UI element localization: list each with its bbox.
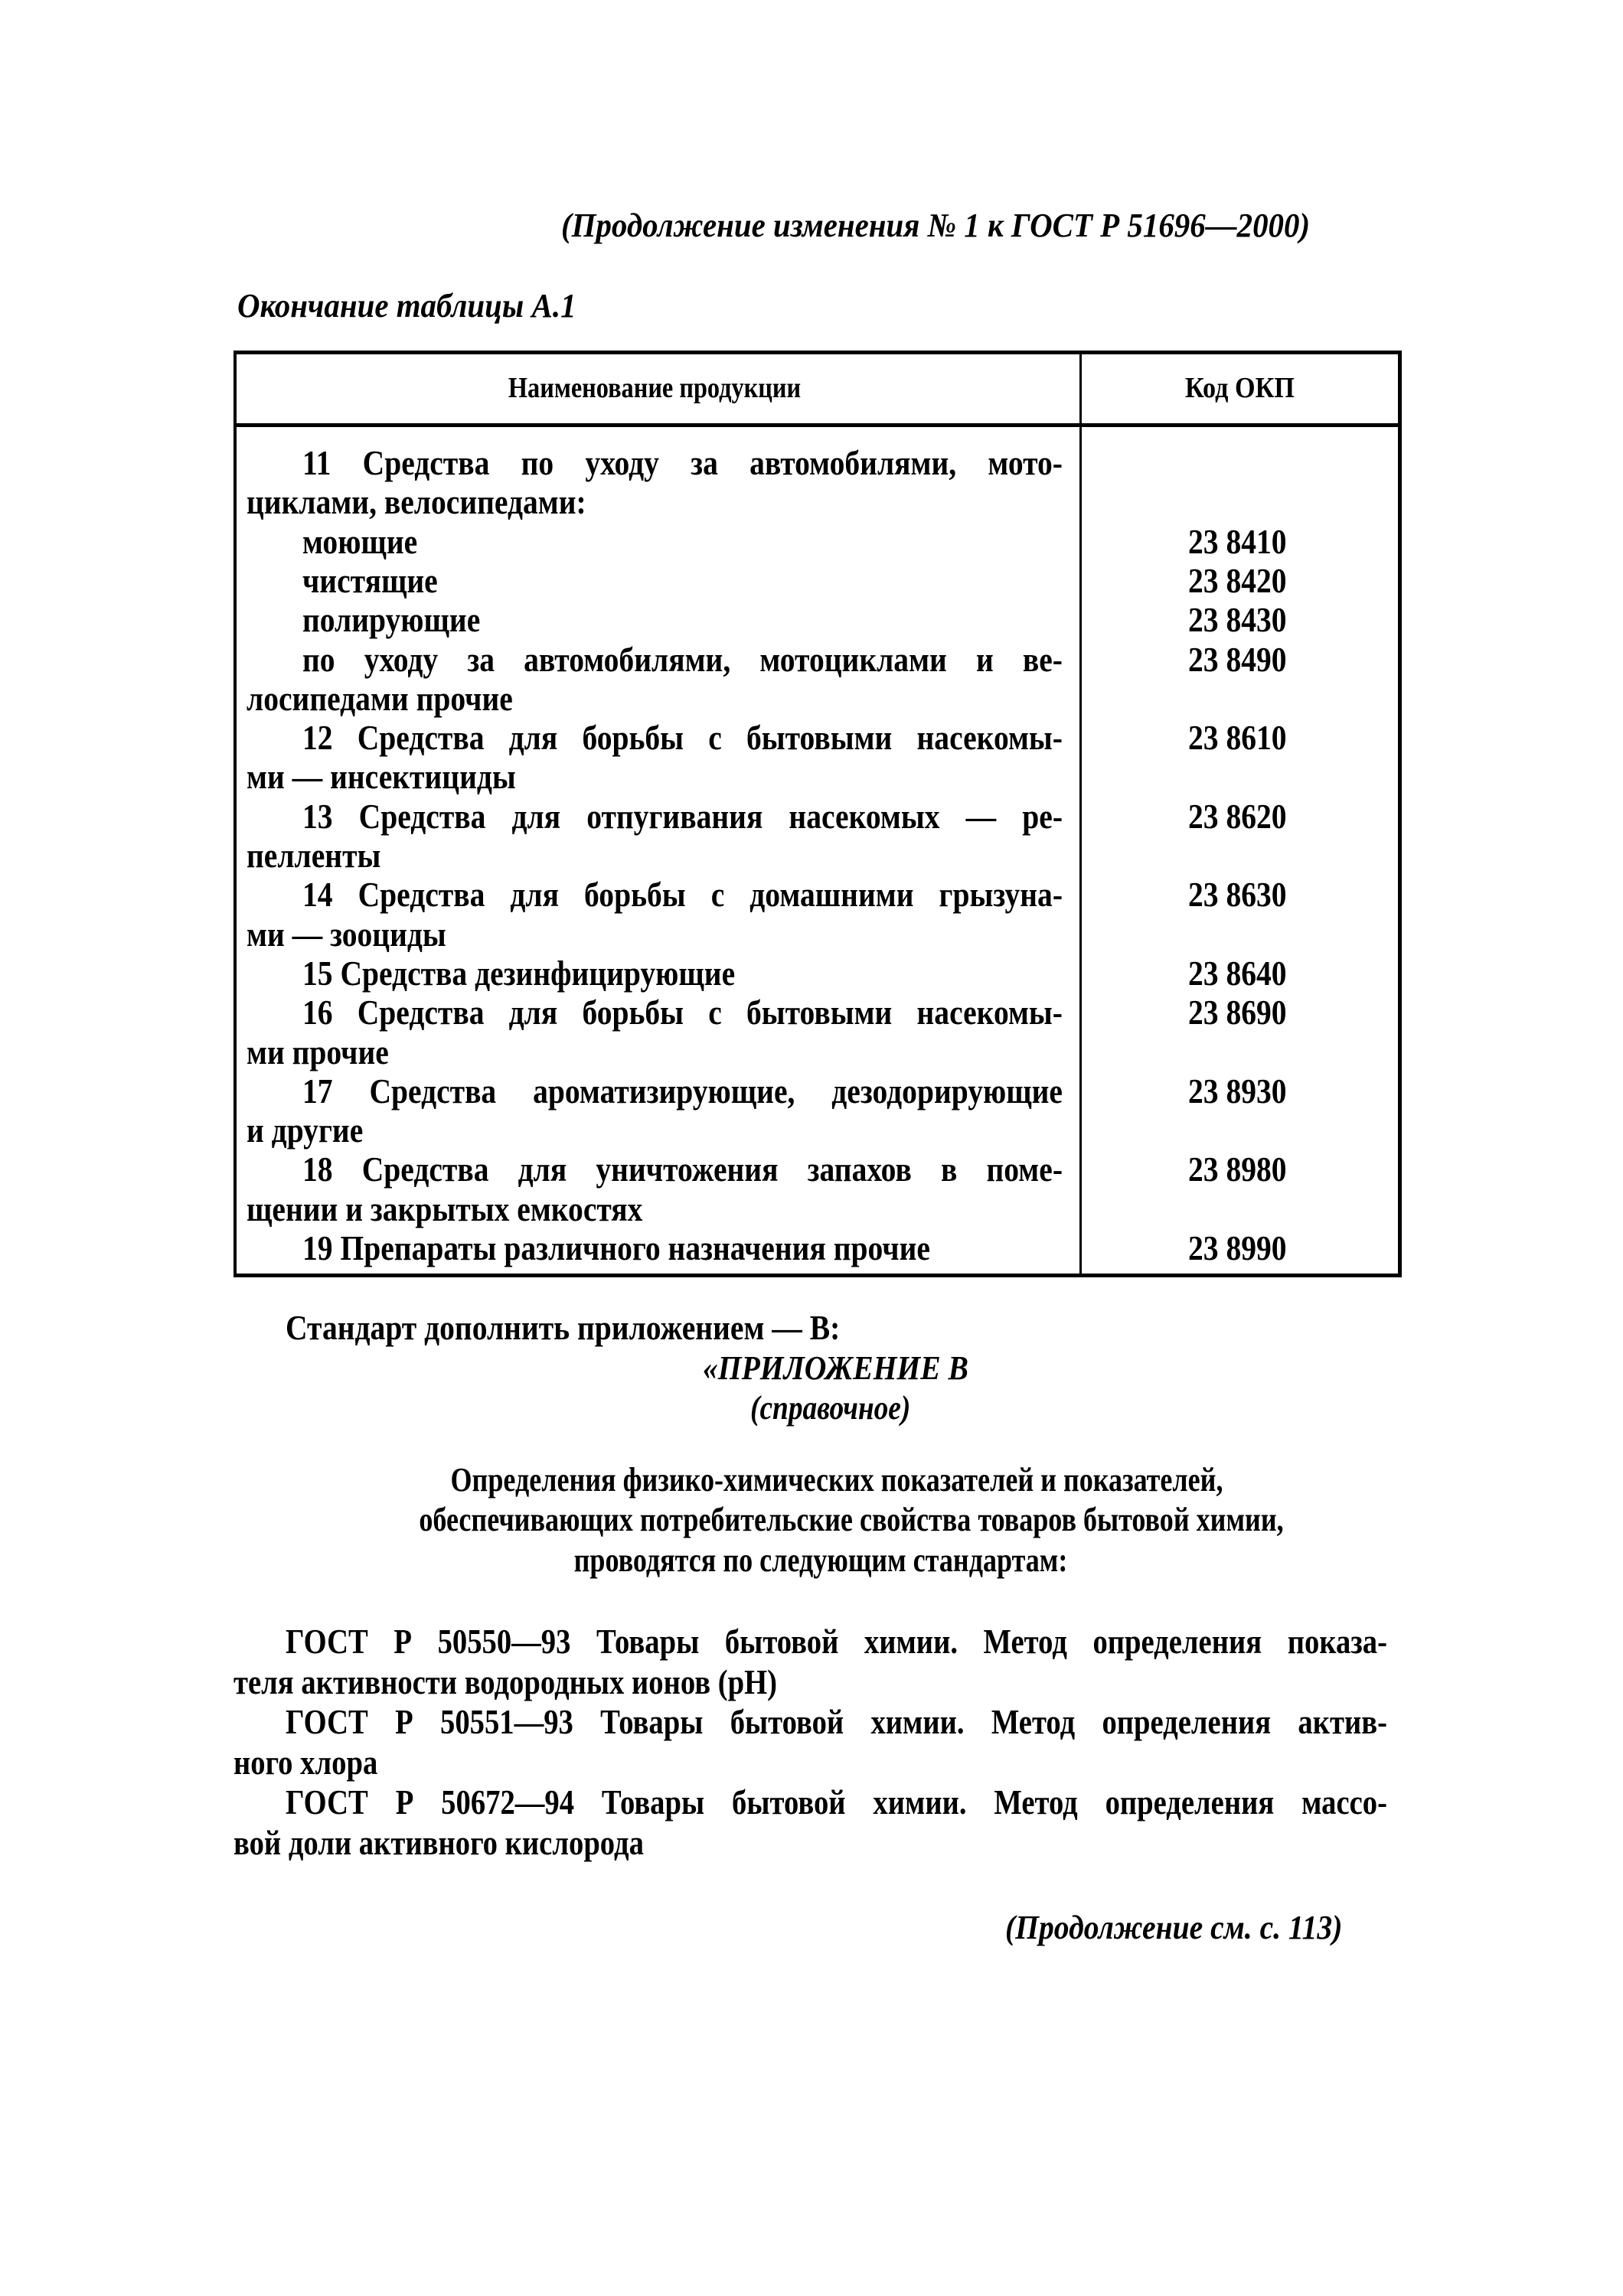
table-border-left xyxy=(233,351,237,1277)
column-header-product-name: Наименование продукции xyxy=(508,372,802,404)
product-name-cell: моющие xyxy=(302,522,418,561)
okp-code-cell: 23 8610 xyxy=(1188,718,1287,757)
standard-reference-line: ного хлора xyxy=(233,1743,378,1782)
amendment-text: Стандарт дополнить приложением — В: xyxy=(286,1308,841,1347)
okp-code-cell: 23 8630 xyxy=(1188,875,1287,914)
product-name-cell: 11 Средства по уходу за автомобилями, мото- xyxy=(302,445,1063,482)
product-name-cell: полирующие xyxy=(302,600,481,639)
product-name-cell: 19 Препараты различного назначения прочие xyxy=(302,1228,930,1267)
okp-code-cell: 23 8490 xyxy=(1188,640,1287,679)
standard-reference-line: ГОСТ Р 50551—93 Товары бытовой химии. Метод определения актив- xyxy=(286,1704,1387,1741)
product-name-cell: 18 Средства для уничтожения запахов в поме- xyxy=(302,1152,1063,1189)
okp-code-cell: 23 8430 xyxy=(1188,600,1287,639)
appendix-heading-line-3: проводятся по следующим стандартам: xyxy=(573,1541,1068,1579)
okp-code-cell: 23 8410 xyxy=(1188,522,1287,561)
okp-code-cell: 23 8930 xyxy=(1188,1071,1287,1110)
product-name-cell: ми прочие xyxy=(247,1032,389,1071)
okp-code-cell: 23 8420 xyxy=(1188,561,1287,600)
product-name-cell: пелленты xyxy=(247,836,381,875)
okp-code-cell: 23 8980 xyxy=(1188,1150,1287,1189)
okp-code-cell: 23 8690 xyxy=(1188,993,1287,1032)
product-name-cell: циклами, велосипедами: xyxy=(247,482,586,521)
appendix-heading-line-1: Определения физико-химических показателей и показателей, xyxy=(450,1461,1223,1499)
appendix-subtitle: (справочное) xyxy=(750,1389,911,1427)
okp-code-cell: 23 8620 xyxy=(1188,797,1287,836)
standard-reference-line: ГОСТ Р 50672—94 Товары бытовой химии. Метод определения массо- xyxy=(286,1785,1387,1821)
product-name-cell: 13 Средства для отпугивания насекомых — ре- xyxy=(302,799,1063,836)
product-name-cell: чистящие xyxy=(302,561,438,600)
product-name-cell: щении и закрытых емкостях xyxy=(247,1189,643,1228)
product-name-cell: 15 Средства дезинфицирующие xyxy=(302,954,736,993)
product-name-cell: ми — инсектициды xyxy=(247,757,516,796)
product-name-cell: 12 Средства для борьбы с бытовыми насекомы- xyxy=(302,720,1063,757)
product-name-cell: ми — зооциды xyxy=(247,915,446,954)
continuation-footer: (Продолжение см. с. 113) xyxy=(1005,1909,1343,1946)
standard-reference-line: вой доли активного кислорода xyxy=(233,1823,644,1862)
column-header-okp-code: Код ОКП xyxy=(1184,372,1295,404)
product-name-cell: 17 Средства ароматизирующие, дезодорирующие xyxy=(302,1074,1063,1110)
appendix-title: «ПРИЛОЖЕНИЕ В xyxy=(703,1349,968,1387)
product-name-cell: 14 Средства для борьбы с домашними грызуна- xyxy=(302,877,1063,914)
table-border-right xyxy=(1398,351,1402,1277)
okp-code-cell: 23 8640 xyxy=(1188,954,1287,993)
table-header-divider xyxy=(233,423,1399,427)
running-header: (Продолжение изменения № 1 к ГОСТ Р 51696—2000) xyxy=(561,207,1311,244)
table-border-top xyxy=(233,351,1402,354)
product-name-cell: 16 Средства для борьбы с бытовыми насекомы- xyxy=(302,995,1063,1032)
table-border-bottom xyxy=(233,1274,1402,1277)
product-name-cell: по уходу за автомобилями, мотоциклами и ве- xyxy=(302,642,1063,679)
table-caption: Окончание таблицы А.1 xyxy=(237,287,576,325)
product-name-cell: и другие xyxy=(247,1110,364,1150)
standard-reference-line: ГОСТ Р 50550—93 Товары бытовой химии. Метод определения показа- xyxy=(286,1624,1387,1661)
product-name-cell: лосипедами прочие xyxy=(247,679,513,718)
okp-code-cell: 23 8990 xyxy=(1188,1228,1287,1267)
appendix-heading-line-2: обеспечивающих потребительские свойства товаров бытовой химии, xyxy=(419,1501,1284,1538)
table-column-divider xyxy=(1079,352,1082,1275)
standard-reference-line: теля активности водородных ионов (рН) xyxy=(233,1662,778,1701)
